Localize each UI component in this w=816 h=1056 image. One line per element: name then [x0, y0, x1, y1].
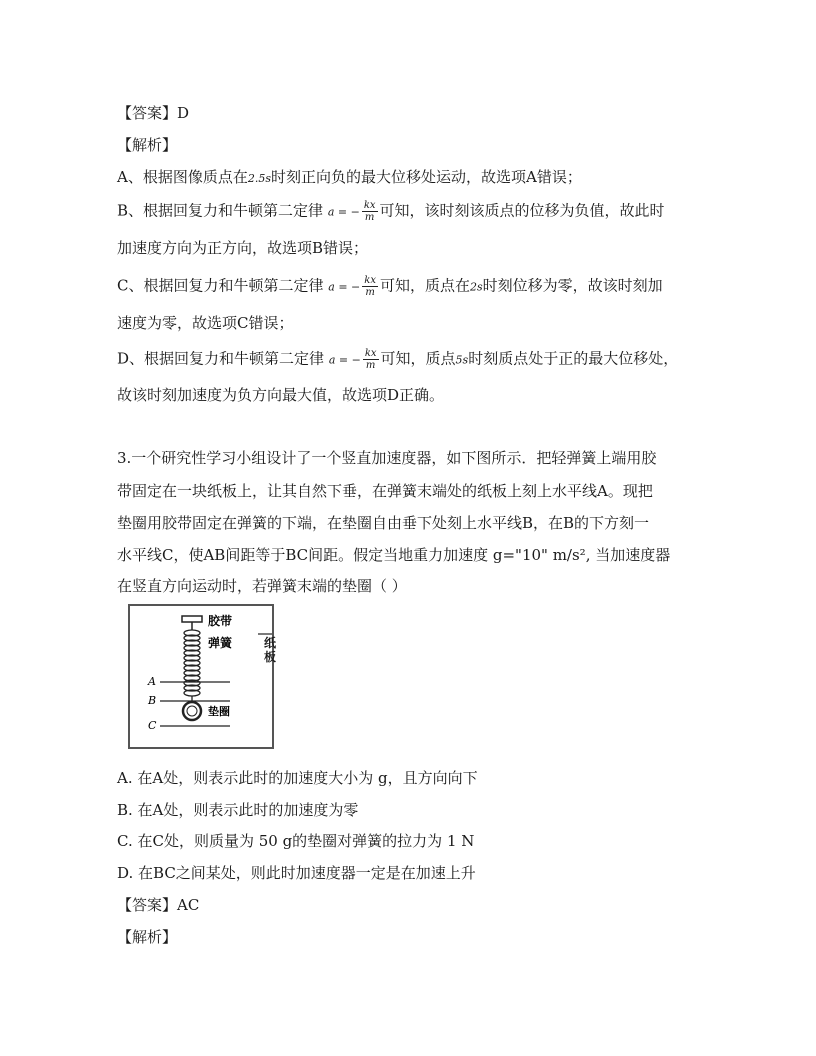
formula-lhs: a = −	[328, 353, 361, 367]
q3-stem-line2: 带固定在一块纸板上，让其自然下垂，在弹簧末端处的纸板上刻上水平线A。现把	[117, 482, 653, 500]
accelerometer-figure	[128, 604, 274, 749]
formula-fraction: $\frac{kx}{m}$	[364, 275, 376, 298]
formula-lhs: a = −	[328, 280, 361, 294]
formula-fraction: $\frac{kx}{m}$	[364, 348, 377, 371]
washer-ring	[183, 702, 201, 720]
formula-fraction: $\frac{kx}{m}$	[363, 200, 376, 223]
q3-analysis-heading: 【解析】	[117, 928, 178, 946]
line-c-label: C	[148, 719, 157, 732]
q2-option-d-analysis-line1: D、根据回复力和牛顿第二定律 a = − $\frac{kx}{m}$ 可知，质点5s时刻质点处于正的最大位移处，	[117, 348, 679, 371]
accelerometer-diagram	[130, 606, 272, 747]
q3-stem-line5: 在竖直方向运动时，若弹簧末端的垫圈（ ）	[117, 577, 407, 595]
tape-rect	[182, 616, 202, 622]
q2-option-d-analysis-line2: 故该时刻加速度为负方向最大值，故选项D正确。	[117, 386, 445, 404]
q3-option-a: A. 在A处，则表示此时的加速度大小为 g，且方向向下	[117, 769, 478, 787]
q2-option-b-analysis-line2: 加速度方向为正方向，故选项B错误；	[117, 239, 369, 257]
q2-answer: 【答案】D	[117, 104, 190, 122]
q3-stem-line4: 水平线C，使AB间距等于BC间距。假定当地重力加速度 g="10" m/s², 当加速度器	[117, 546, 671, 564]
line-b-label: B	[148, 694, 157, 707]
tape-label: 胶带	[208, 614, 233, 628]
q3-stem-line1: 3.一个研究性学习小组设计了一个竖直加速度器，如下图所示．把轻弹簧上端用胶	[117, 449, 657, 467]
q2-option-c-analysis-line1: C、根据回复力和牛顿第二定律 a = − $\frac{kx}{m}$ 可知，质点在2s时刻位移为零，故该时刻加	[117, 275, 663, 298]
formula-lhs: a = −	[327, 205, 360, 219]
q2-analysis-heading: 【解析】	[117, 136, 178, 154]
q3-option-c: C. 在C处，则质量为 50 g的垫圈对弹簧的拉力为 1 N	[117, 832, 475, 850]
line-a-label: A	[148, 675, 156, 688]
q2-option-a-analysis: A、根据图像质点在2.5s时刻正向负的最大位移处运动，故选项A错误；	[117, 168, 582, 186]
q3-option-b: B. 在A处，则表示此时的加速度为零	[117, 801, 359, 819]
q2-option-c-analysis-line2: 速度为零，故选项C错误；	[117, 314, 294, 332]
board-label: 纸 板	[264, 636, 277, 664]
spring-label: 弹簧	[208, 636, 233, 650]
q2-option-b-analysis-line1: B、根据回复力和牛顿第二定律 a = − $\frac{kx}{m}$ 可知，该时刻该质点的位移为负值，故此时	[117, 200, 665, 223]
q3-option-d: D. 在BC之间某处，则此时加速度器一定是在加速上升	[117, 864, 476, 882]
q3-answer: 【答案】AC	[117, 896, 200, 914]
q3-stem-line3: 垫圈用胶带固定在弹簧的下端，在垫圈自由垂下处刻上水平线B，在B的下方刻一	[117, 514, 650, 532]
spring-coils	[184, 630, 200, 696]
washer-label: 垫圈	[208, 705, 230, 718]
